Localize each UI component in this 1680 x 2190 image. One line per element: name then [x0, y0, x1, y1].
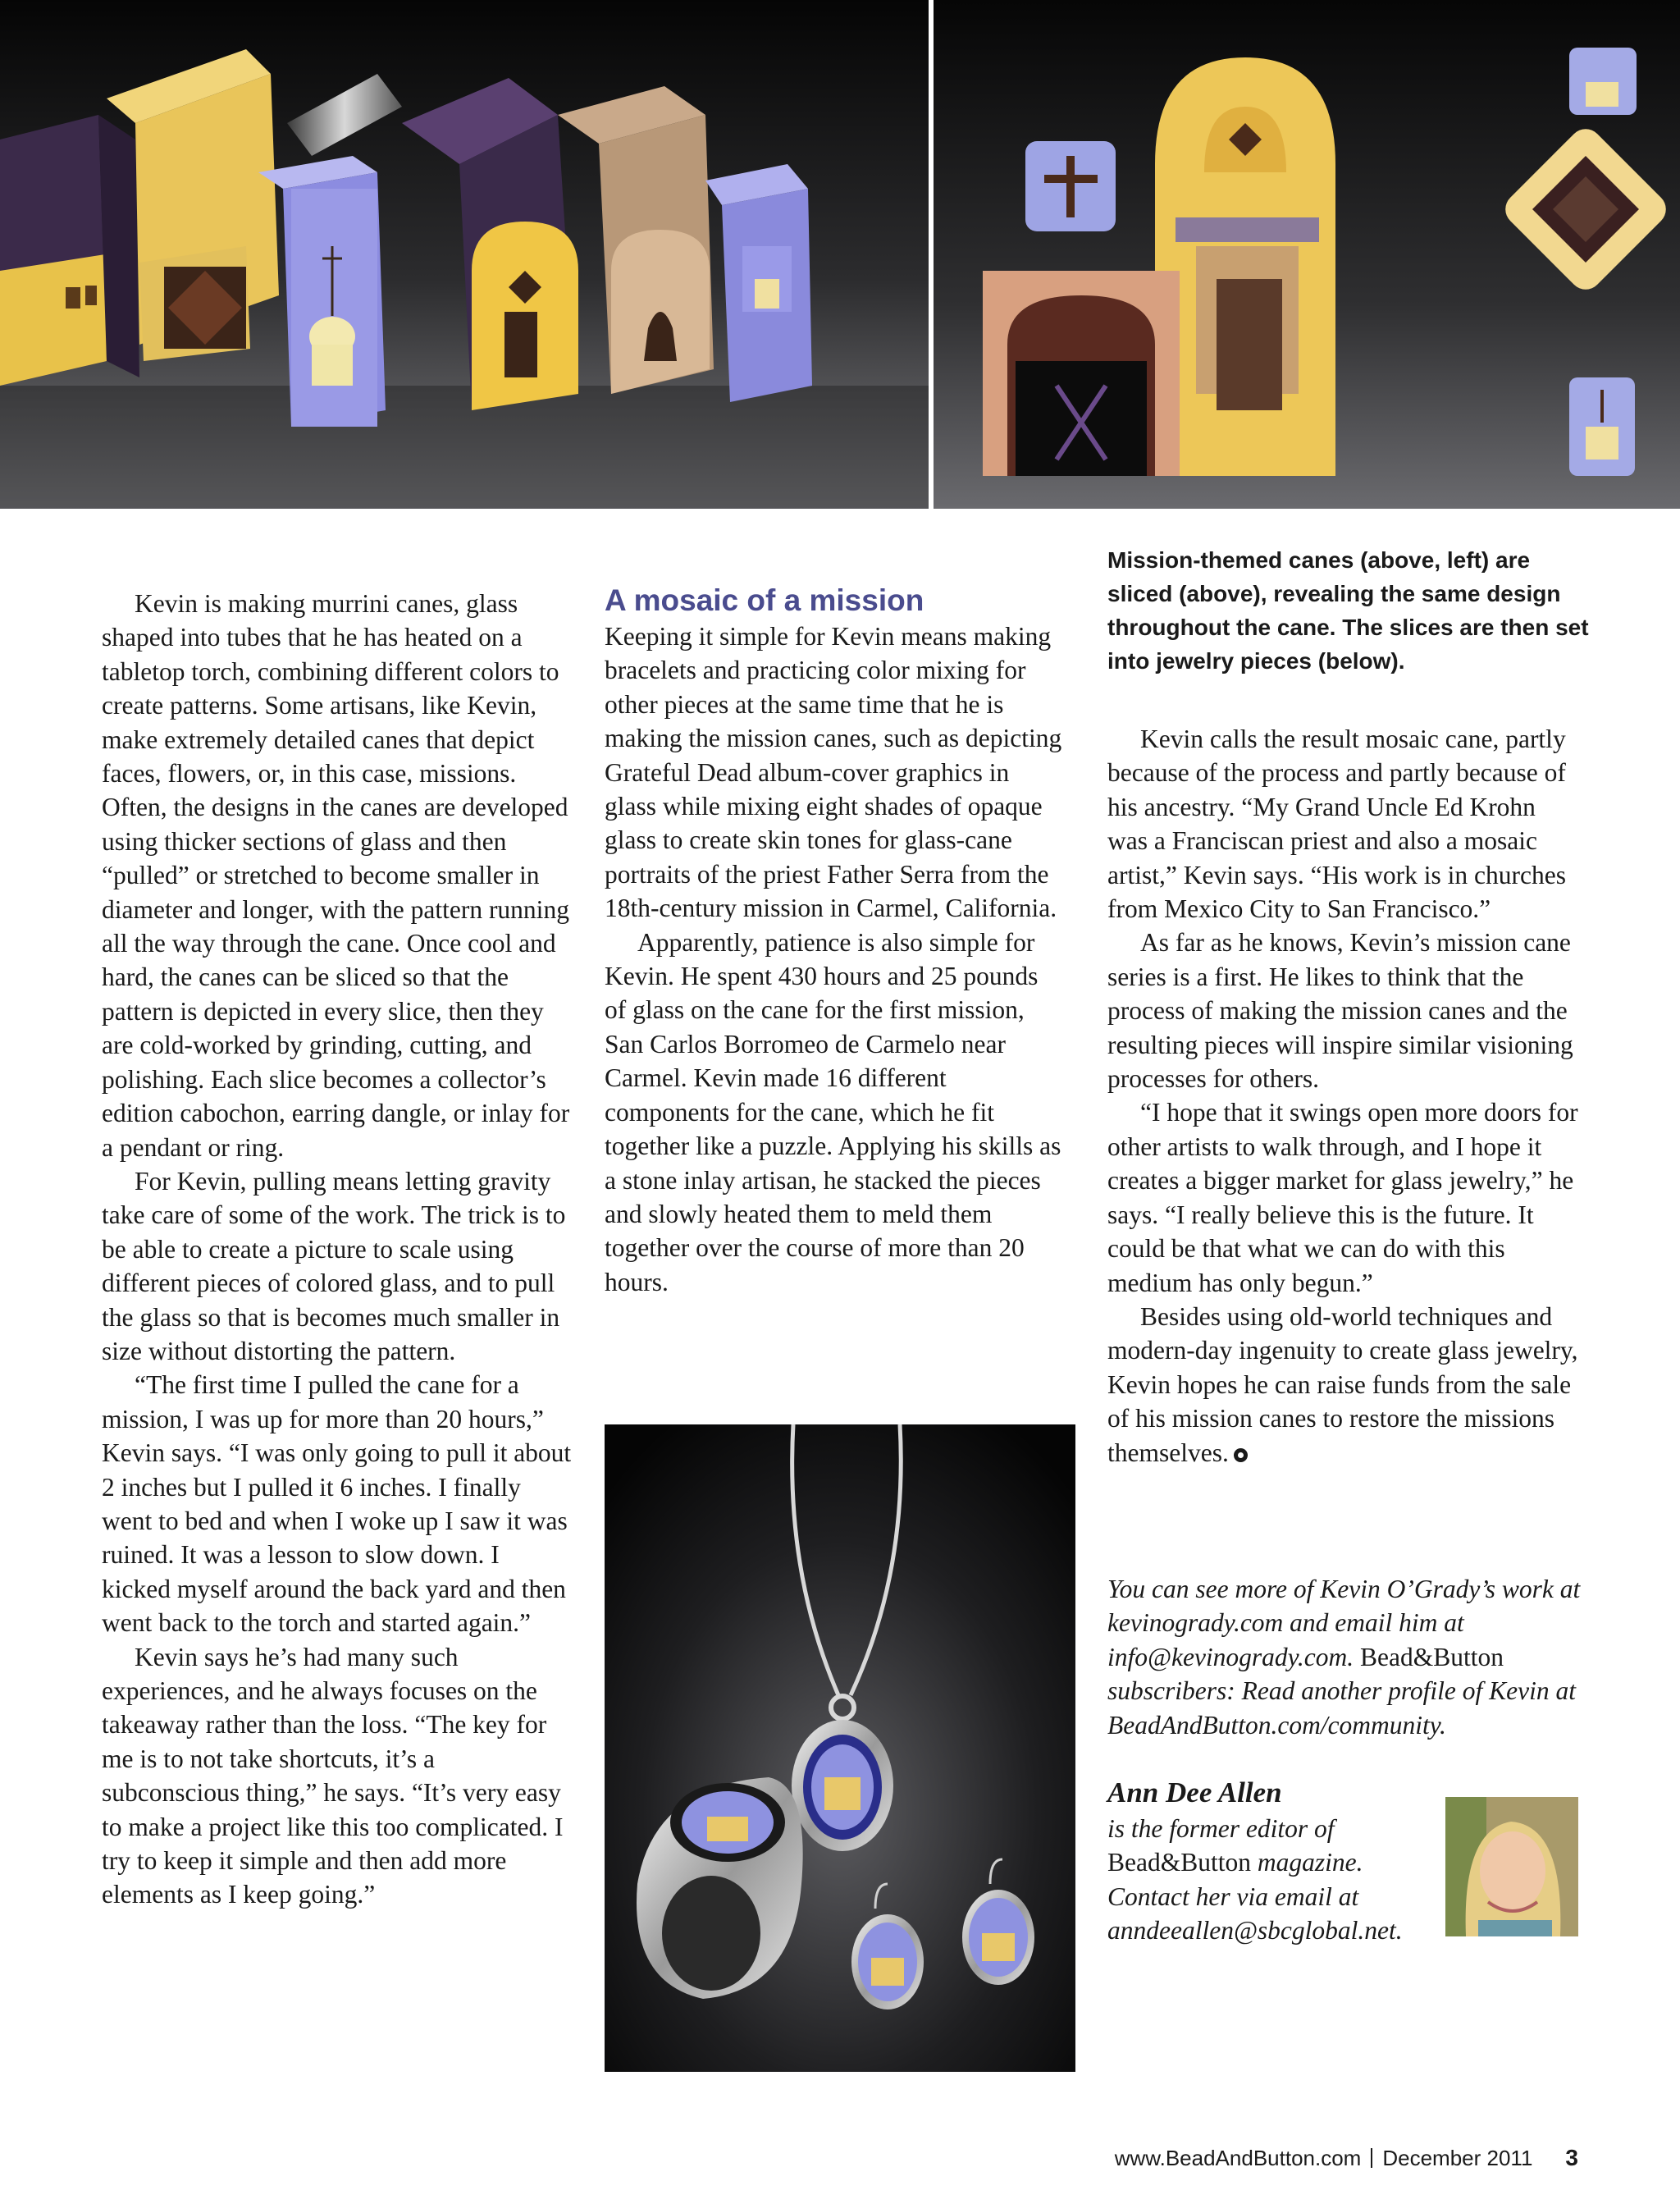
article-column-3	[1107, 722, 1580, 1470]
article-credit	[1107, 1572, 1591, 1742]
article-paragraph-text: Besides using old-world techniques and modern-day ingenuity to create glass jewelry, Kevin hopes he can raise funds from the sale of his mission canes to restore the missions themselves.	[1107, 1301, 1578, 1467]
article-paragraph-final	[1107, 1300, 1580, 1470]
article-paragraph: For Kevin, pulling means letting gravity take care of some of the work. The trick is to be able to create a picture to scale using different pieces of colored glass, and to pull the glass so that is becomes much smaller in size without distorting the pattern.	[102, 1166, 566, 1365]
photo-cane-slices	[934, 0, 1680, 509]
photo-mission-jewelry	[605, 1424, 1075, 2072]
article-paragraph: Kevin is making murrini canes, glass shaped into tubes that he has heated on a tabletop torch, combining different colors to create patterns. Some artisans, like Kevin, make extremely detailed canes that depict faces, flowers, or, in this case, missions. Often, the designs in the canes are developed using thicker sections of glass and then “pulled” or stretched to become smaller in diameter and longer, with the pattern running all the way through the cane. Once cool and hard, the canes can be sliced so that the pattern is depicted in every slice, then they are cold-worked by grinding, cutting, and polishing. Each slice becomes a collector’s edition cabochon, earring dangle, or inlay for a pendant or ring.	[102, 589, 570, 1162]
article-paragraph: Keeping it simple for Kevin means making bracelets and practicing color mixing for other pieces at the same time that he is making the mission canes, such as depicting Grateful Dead album-cover graphics in glass while mixing eight shades of opaque glass to create skin tones for glass-cane portraits of the priest Father Serra from the 18th-century mission in Carmel, California.	[605, 622, 1062, 923]
page-footer	[1115, 2145, 1578, 2171]
page-number: 3	[1565, 2145, 1578, 2170]
end-of-article-icon	[1234, 1448, 1248, 1462]
section-heading: A mosaic of a mission	[605, 583, 924, 617]
author-bio-block	[1107, 1774, 1436, 1948]
credit-text-a: You can see more of Kevin O’Grady’s work at kevinogrady.com and email him at info@kevinogrady.com.	[1107, 1575, 1581, 1671]
article-paragraph: “I hope that it swings open more doors for other artists to walk through, and I hope it creates a bigger market for glass jewelry,” he says. “I really believe this is the future. It could be that what we can do with this medium has only begun.”	[1107, 1098, 1578, 1297]
author-bio-magazine: Bead&Button	[1107, 1848, 1251, 1877]
photo-mission-canes	[0, 0, 929, 509]
photo-caption: Mission-themed canes (above, left) are sliced (above), revealing the same design throughout the cane. The slices are then set into jewelry pieces (below).	[1107, 547, 1589, 674]
credit-magazine-name: Bead&Button	[1360, 1642, 1504, 1671]
article-column-2	[605, 620, 1064, 1299]
credit-text-b: subscribers: Read another profile of Kevin at BeadAndButton.com/community.	[1107, 1676, 1577, 1740]
article-paragraph: As far as he knows, Kevin’s mission cane series is a first. He likes to think that the process of making the mission canes and the resulting pieces will inspire similar visioning processes for others.	[1107, 928, 1573, 1094]
footer-divider	[1371, 2148, 1372, 2168]
footer-issue: December 2011	[1382, 2146, 1533, 2170]
article-paragraph: Kevin says he’s had many such experiences, and he always focuses on the takeaway rather than the loss. “The key for me is to not take shortcuts, it’s a subconscious thing,” he says. “It’s very easy to make a project like this too complicated. I try to keep it simple and then add more elements as I keep going.”	[102, 1642, 564, 1909]
author-bio-a: is the former editor of	[1107, 1814, 1335, 1843]
author-photo	[1445, 1797, 1578, 1936]
article-paragraph: Apparently, patience is also simple for Kevin. He spent 430 hours and 25 pounds of glass on the cane for the first mission, San Carlos Borromeo de Carmelo near Carmel. Kevin made 16 different components for the cane, which he fit together like a puzzle. Applying his skills as a stone inlay artisan, he stacked the pieces and slowly heated them to meld them together over the course of more than 20 hours.	[605, 927, 1061, 1296]
author-name: Ann Dee Allen	[1107, 1776, 1282, 1808]
article-paragraph: Kevin calls the result mosaic cane, partly because of the process and partly because of his ancestry. “My Grand Uncle Ed Krohn was a Franciscan priest and also a mosaic artist,” Kevin says. “His work is in churches from Mexico City to San Francisco.”	[1107, 725, 1567, 924]
author-bio-b: magazine. Contact her via email at anndeeallen@sbcglobal.net.	[1107, 1848, 1403, 1945]
article-paragraph: “The first time I pulled the cane for a mission, I was up for more than 20 hours,” Kevin says. “I was only going to pull it about 2 inches but I pulled it 6 inches. I finally went to bed and when I woke up I saw it was ruined. It was a lesson to slow down. I kicked myself around the back yard and then went back to the torch and started again.”	[102, 1370, 572, 1638]
article-column-1	[102, 587, 574, 1912]
footer-url: www.BeadAndButton.com	[1114, 2146, 1362, 2170]
author-bio	[1107, 1812, 1436, 1948]
